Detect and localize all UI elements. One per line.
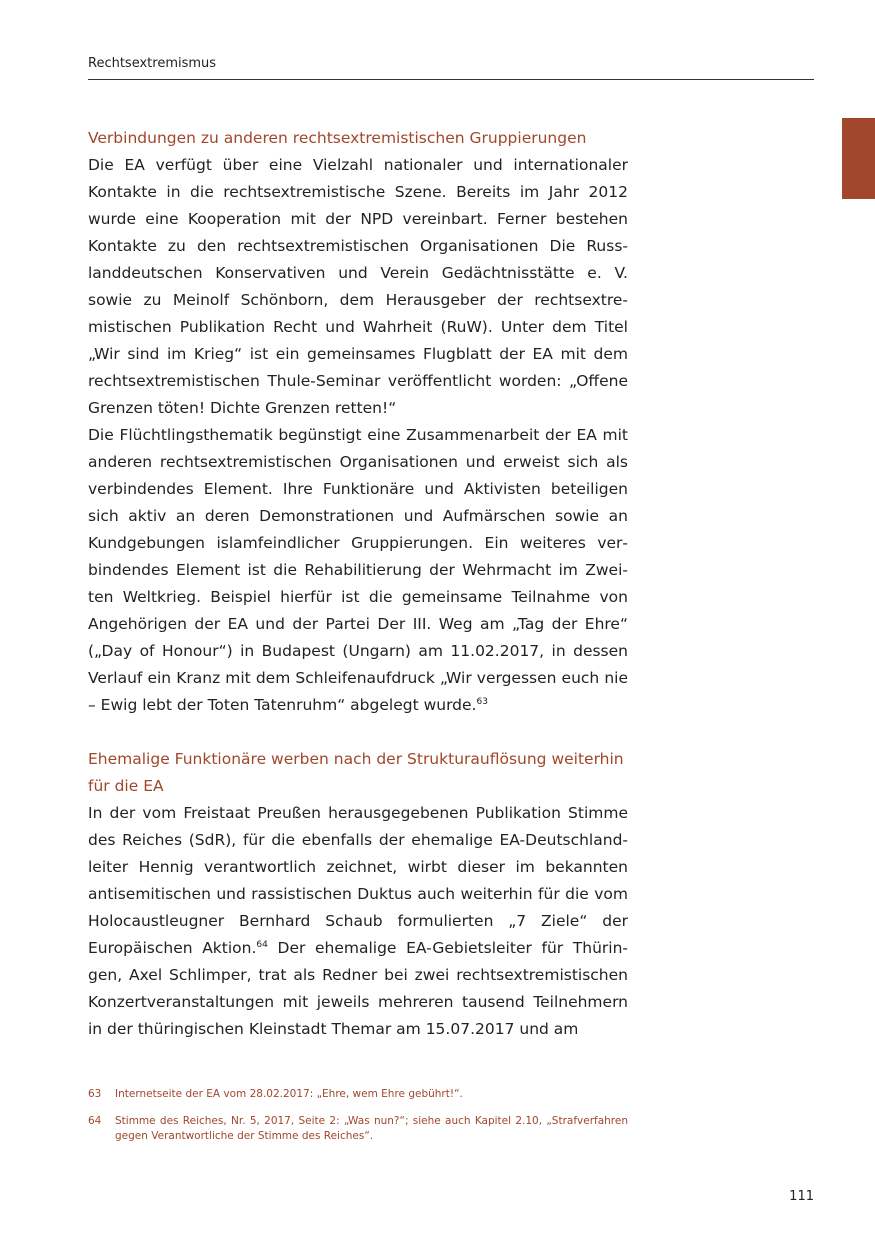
paragraph-part-1: In der vom Freistaat Preußen herausgegebenen Publikation Stimme des Reiches (SdR), für die ebenfalls der ehemalige EA-Deutschlandleiter Hennig verantwortlich zeichnet, wirbt dieser im bekannten antisemitischen und rassistischen Duktus auch weiterhin für die vom Holocaustleugner Bernhard Schaub formulierten „7 Ziele“ der Europäischen Aktion. bbox=[88, 804, 628, 957]
footnote-number: 64 bbox=[88, 1115, 102, 1127]
footnote-number: 63 bbox=[88, 1088, 102, 1100]
paragraph-part-2: Der ehemalige EA-Gebietsleiter für Thüringen, Axel Schlimper, trat als Redner bei zwei rechtsextremistischen Konzertveranstaltungen mit jeweils mehreren tausend Teilnehmern in der thüringischen Kleinstadt Themar am 15.07.2017 und am bbox=[88, 939, 628, 1038]
paragraph-contacts: Die EA verfügt über eine Vielzahl nationaler und internationaler Kontakte in die rechtsextremistische Szene. Bereits im Jahr 2012 wurde eine Kooperation mit der NPD vereinbart. Ferner bestehen Kontakte zu den rechtsextremistischen Organisationen Die Russlanddeutschen Konservativen und Verein Gedächtnisstätte e. V. sowie zu Meinolf Schönborn, dem Herausgeber der rechtsextremistischen Publikation Recht und Wahrheit (RuW). Unter dem Titel „Wir sind im Krieg“ ist ein gemeinsames Flugblatt der EA mit dem rechtsextremistischen Thule-Seminar veröffentlicht worden: „Offene Grenzen töten! Dichte Grenzen retten!“ bbox=[88, 156, 628, 417]
footnotes bbox=[88, 1087, 628, 1156]
paragraph-refugee-topic-text: Die Flüchtlingsthematik begünstigt eine Zusammenarbeit der EA mit anderen rechtsextremistischen Organisationen und erweist sich als verbindendes Element. Ihre Funktionäre und Aktivisten beteiligen sich aktiv an deren Demonstrationen und Aufmärschen sowie an Kundgebungen islamfeindlicher Gruppierungen. Ein weiteres verbindendes Element ist die Rehabilitierung der Wehrmacht im Zweiten Weltkrieg. Beispiel hierfür ist die gemeinsame Teilnahme von Angehörigen der EA und der Partei Der III. Weg am „Tag der Ehre“ („Day of Honour“) in Budapest (Ungarn) am 11.02.2017, in dessen Verlauf ein Kranz mit dem Schleifenaufdruck „Wir vergessen euch nie – Ewig lebt der Toten Tatenruhm“ abgelegt wurde. bbox=[88, 426, 628, 714]
footnote-ref-63[interactable]: 63 bbox=[476, 696, 488, 707]
paragraph-refugee-topic bbox=[88, 422, 628, 719]
chapter-tab-marker bbox=[842, 118, 875, 199]
page-number: 111 bbox=[789, 1189, 814, 1204]
footnote-text: Internetseite der EA vom 28.02.2017: „Ehre, wem Ehre gebührt!“. bbox=[115, 1088, 463, 1100]
footnote-ref-64[interactable]: 64 bbox=[256, 939, 268, 950]
main-content bbox=[88, 125, 628, 1043]
section-heading-former-functionaries: Ehemalige Funktionäre werben nach der Strukturauflösung weiterhin für die EA bbox=[88, 750, 624, 795]
section-heading-connections: Verbindungen zu anderen rechtsextremistischen Gruppierungen bbox=[88, 129, 587, 147]
paragraph-stimme-des-reiches bbox=[88, 800, 628, 1043]
footnote-text: Stimme des Reiches, Nr. 5, 2017, Seite 2: „Was nun?“; siehe auch Kapitel 2.10, „Strafverfahren gegen Verantwortliche der Stimme des Reiches“. bbox=[115, 1115, 628, 1142]
header-divider bbox=[88, 79, 814, 80]
footnote-item bbox=[88, 1114, 628, 1144]
footnote-item bbox=[88, 1087, 628, 1102]
running-title: Rechtsextremismus bbox=[88, 56, 217, 71]
